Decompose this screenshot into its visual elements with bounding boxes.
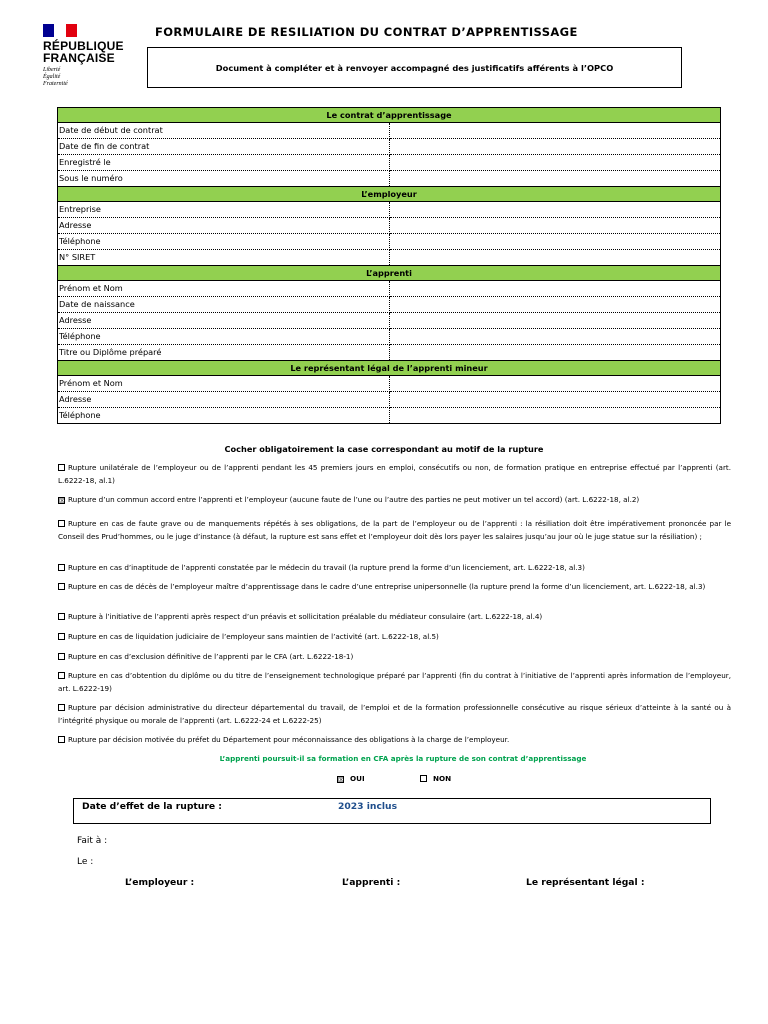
- field-label: Sous le numéro: [58, 171, 390, 187]
- continuation-no[interactable]: [420, 774, 451, 783]
- field-label: Téléphone: [58, 329, 390, 345]
- form-row: [58, 155, 721, 171]
- field-value[interactable]: [389, 155, 721, 171]
- field-value[interactable]: [389, 376, 721, 392]
- form-row: [58, 202, 721, 218]
- field-label: Prénom et Nom: [58, 281, 390, 297]
- rupture-option-text: Rupture en cas d’inaptitude de l’apprenti constatée par le médecin du travail (la rupture prend la forme d’un licenciement, art. L.6222-18, al.3): [68, 563, 585, 572]
- effect-date-value[interactable]: 2023 inclus: [338, 801, 398, 812]
- field-value[interactable]: [389, 329, 721, 345]
- form-row: [58, 218, 721, 234]
- form-row: [58, 123, 721, 139]
- field-label: N° SIRET: [58, 250, 390, 266]
- rupture-option-text: Rupture en cas de liquidation judiciaire de l’employeur sans maintien de l’activité (art. L.6222-18, al.5): [68, 632, 439, 641]
- rupture-checkbox[interactable]: [58, 564, 65, 571]
- form-row: [58, 392, 721, 408]
- section-header: [58, 361, 721, 376]
- rupture-option: [58, 518, 731, 543]
- form-row: [58, 139, 721, 155]
- rupture-option: [58, 631, 731, 644]
- field-value[interactable]: [389, 345, 721, 361]
- apprentice-signature-label: L’apprenti :: [342, 877, 401, 888]
- field-label: Adresse: [58, 218, 390, 234]
- field-value[interactable]: [389, 408, 721, 424]
- rupture-option: [58, 494, 731, 507]
- field-value[interactable]: [389, 250, 721, 266]
- field-value[interactable]: [389, 313, 721, 329]
- field-value[interactable]: [389, 202, 721, 218]
- field-value[interactable]: [389, 123, 721, 139]
- rupture-option: [58, 581, 731, 594]
- logo-text: RÉPUBLIQUE FRANÇAISE: [43, 39, 124, 65]
- form-row: [58, 345, 721, 361]
- section-title: Le contrat d’apprentissage: [58, 108, 721, 123]
- field-label: Prénom et Nom: [58, 376, 390, 392]
- field-value[interactable]: [389, 297, 721, 313]
- rupture-checkbox[interactable]: [58, 464, 65, 471]
- field-label: Date de fin de contrat: [58, 139, 390, 155]
- form-row: [58, 171, 721, 187]
- section-title: Le représentant légal de l’apprenti mineur: [58, 361, 721, 376]
- fait-a-field[interactable]: Fait à :: [77, 836, 108, 846]
- rupture-option: [58, 651, 731, 664]
- field-label: Date de début de contrat: [58, 123, 390, 139]
- continuation-yes[interactable]: [337, 774, 365, 783]
- field-label: Enregistré le: [58, 155, 390, 171]
- rupture-option-text: Rupture en cas de faute grave ou de manquements répétés à ses obligations, de la part de l’employeur ou de l’apprenti : la résiliation doit être impérativement prononcée par le Conseil des Prud’hommes, ou le juge d’instance (à défaut, la rupture est sans effet et l’employeur doit dès lors payer les salaires jusqu’au jour où le juge statue sur la résiliation) ;: [58, 519, 731, 541]
- rupture-option-text: Rupture à l’initiative de l’apprenti après respect d’un préavis et sollicitation préalable du médiateur consulaire (art. L.6222-18, al.4): [68, 612, 543, 621]
- field-label: Téléphone: [58, 234, 390, 250]
- field-label: Titre ou Diplôme préparé: [58, 345, 390, 361]
- field-label: Adresse: [58, 313, 390, 329]
- field-value[interactable]: [389, 218, 721, 234]
- rupture-checkbox[interactable]: [58, 672, 65, 679]
- form-row: [58, 297, 721, 313]
- rupture-option-text: Rupture par décision motivée du préfet du Département pour méconnaissance des obligations à la charge de l’employeur.: [68, 735, 510, 744]
- contract-info-table: [57, 107, 721, 424]
- field-value[interactable]: [389, 234, 721, 250]
- rupture-checkbox[interactable]: [58, 583, 65, 590]
- rupture-checkbox[interactable]: [58, 633, 65, 640]
- form-row: [58, 329, 721, 345]
- rupture-option: [58, 702, 731, 727]
- form-row: [58, 313, 721, 329]
- french-flag-icon: [43, 24, 77, 37]
- le-date-field[interactable]: Le :: [77, 857, 94, 867]
- yes-label: OUI: [350, 774, 365, 783]
- form-row: [58, 408, 721, 424]
- form-row: [58, 376, 721, 392]
- form-row: [58, 234, 721, 250]
- rupture-option-text: Rupture d’un commun accord entre l’apprenti et l’employeur (aucune faute de l’une ou l’autre des parties ne peut motiver un tel accord) (art. L.6222-18, al.2): [68, 495, 640, 504]
- page-title: FORMULAIRE DE RESILIATION DU CONTRAT D’APPRENTISSAGE: [155, 25, 578, 39]
- no-checkbox[interactable]: [420, 775, 427, 782]
- field-value[interactable]: [389, 392, 721, 408]
- employer-signature-label: L’employeur :: [125, 877, 195, 888]
- field-value[interactable]: [389, 281, 721, 297]
- form-row: [58, 281, 721, 297]
- section-header: [58, 266, 721, 281]
- rupture-instruction: Cocher obligatoirement la case correspondant au motif de la rupture: [224, 444, 544, 454]
- field-label: Adresse: [58, 392, 390, 408]
- rupture-checkbox[interactable]: [58, 520, 65, 527]
- yes-checkbox[interactable]: ☒: [338, 776, 345, 784]
- rupture-checkbox[interactable]: [58, 653, 65, 660]
- logo-motto: Liberté Égalité Fraternité: [43, 67, 68, 87]
- no-label: NON: [433, 774, 452, 783]
- effect-date-box: [73, 798, 711, 824]
- continuation-question: L’apprenti poursuit-il sa formation en CFA après la rupture de son contrat d’apprentissage: [219, 754, 587, 763]
- rupture-checkbox[interactable]: [58, 704, 65, 711]
- rupture-checkbox[interactable]: [58, 736, 65, 743]
- field-label: Téléphone: [58, 408, 390, 424]
- rupture-option-text: Rupture unilatérale de l’employeur ou de l’apprenti pendant les 45 premiers jours en emploi, consécutifs ou non, de formation pratique en entreprise effectué par l’apprenti (art. L.6222-18, al.1): [58, 463, 731, 485]
- rupture-option-text: Rupture par décision administrative du directeur départemental du travail, de l’emploi et de la formation professionnelle consécutive au risque sérieux d’atteinte à la santé ou à l’intégrité physique ou morale de l’apprenti (art. L.6222-24 et L.6222-25): [58, 703, 731, 725]
- page-subtitle: Document à compléter et à renvoyer accompagné des justificatifs afférents à l’OPCO: [147, 47, 682, 88]
- field-value[interactable]: [389, 139, 721, 155]
- rupture-option: [58, 734, 731, 747]
- rupture-option-text: Rupture en cas d’obtention du diplôme ou du titre de l’enseignement technologique préparé par l’apprenti (fin du contrat à l’initiative de l’apprenti après information de l’employeur, art. L.6222-19): [58, 671, 731, 693]
- rupture-checkbox[interactable]: ☒: [59, 497, 66, 505]
- rupture-option: [58, 462, 731, 487]
- rupture-option-text: Rupture en cas d’exclusion définitive de l’apprenti par le CFA (art. L.6222-18-1): [68, 652, 354, 661]
- section-header: [58, 108, 721, 123]
- effect-date-label: Date d’effet de la rupture :: [82, 801, 222, 812]
- form-row: [58, 250, 721, 266]
- field-label: Entreprise: [58, 202, 390, 218]
- rupture-option: [58, 562, 731, 575]
- section-header: [58, 187, 721, 202]
- rupture-option-text: Rupture en cas de décès de l’employeur maître d’apprentissage dans le cadre d’une entreprise unipersonnelle (la rupture prend la forme d’un licenciement, art. L.6222-18, al.3): [68, 582, 706, 591]
- republique-francaise-logo: [43, 24, 143, 88]
- legal-rep-signature-label: Le représentant légal :: [526, 877, 645, 888]
- field-value[interactable]: [389, 171, 721, 187]
- section-title: L’employeur: [58, 187, 721, 202]
- rupture-option: [58, 670, 731, 695]
- section-title: L’apprenti: [58, 266, 721, 281]
- field-label: Date de naissance: [58, 297, 390, 313]
- rupture-option: [58, 611, 731, 624]
- rupture-checkbox[interactable]: [58, 613, 65, 620]
